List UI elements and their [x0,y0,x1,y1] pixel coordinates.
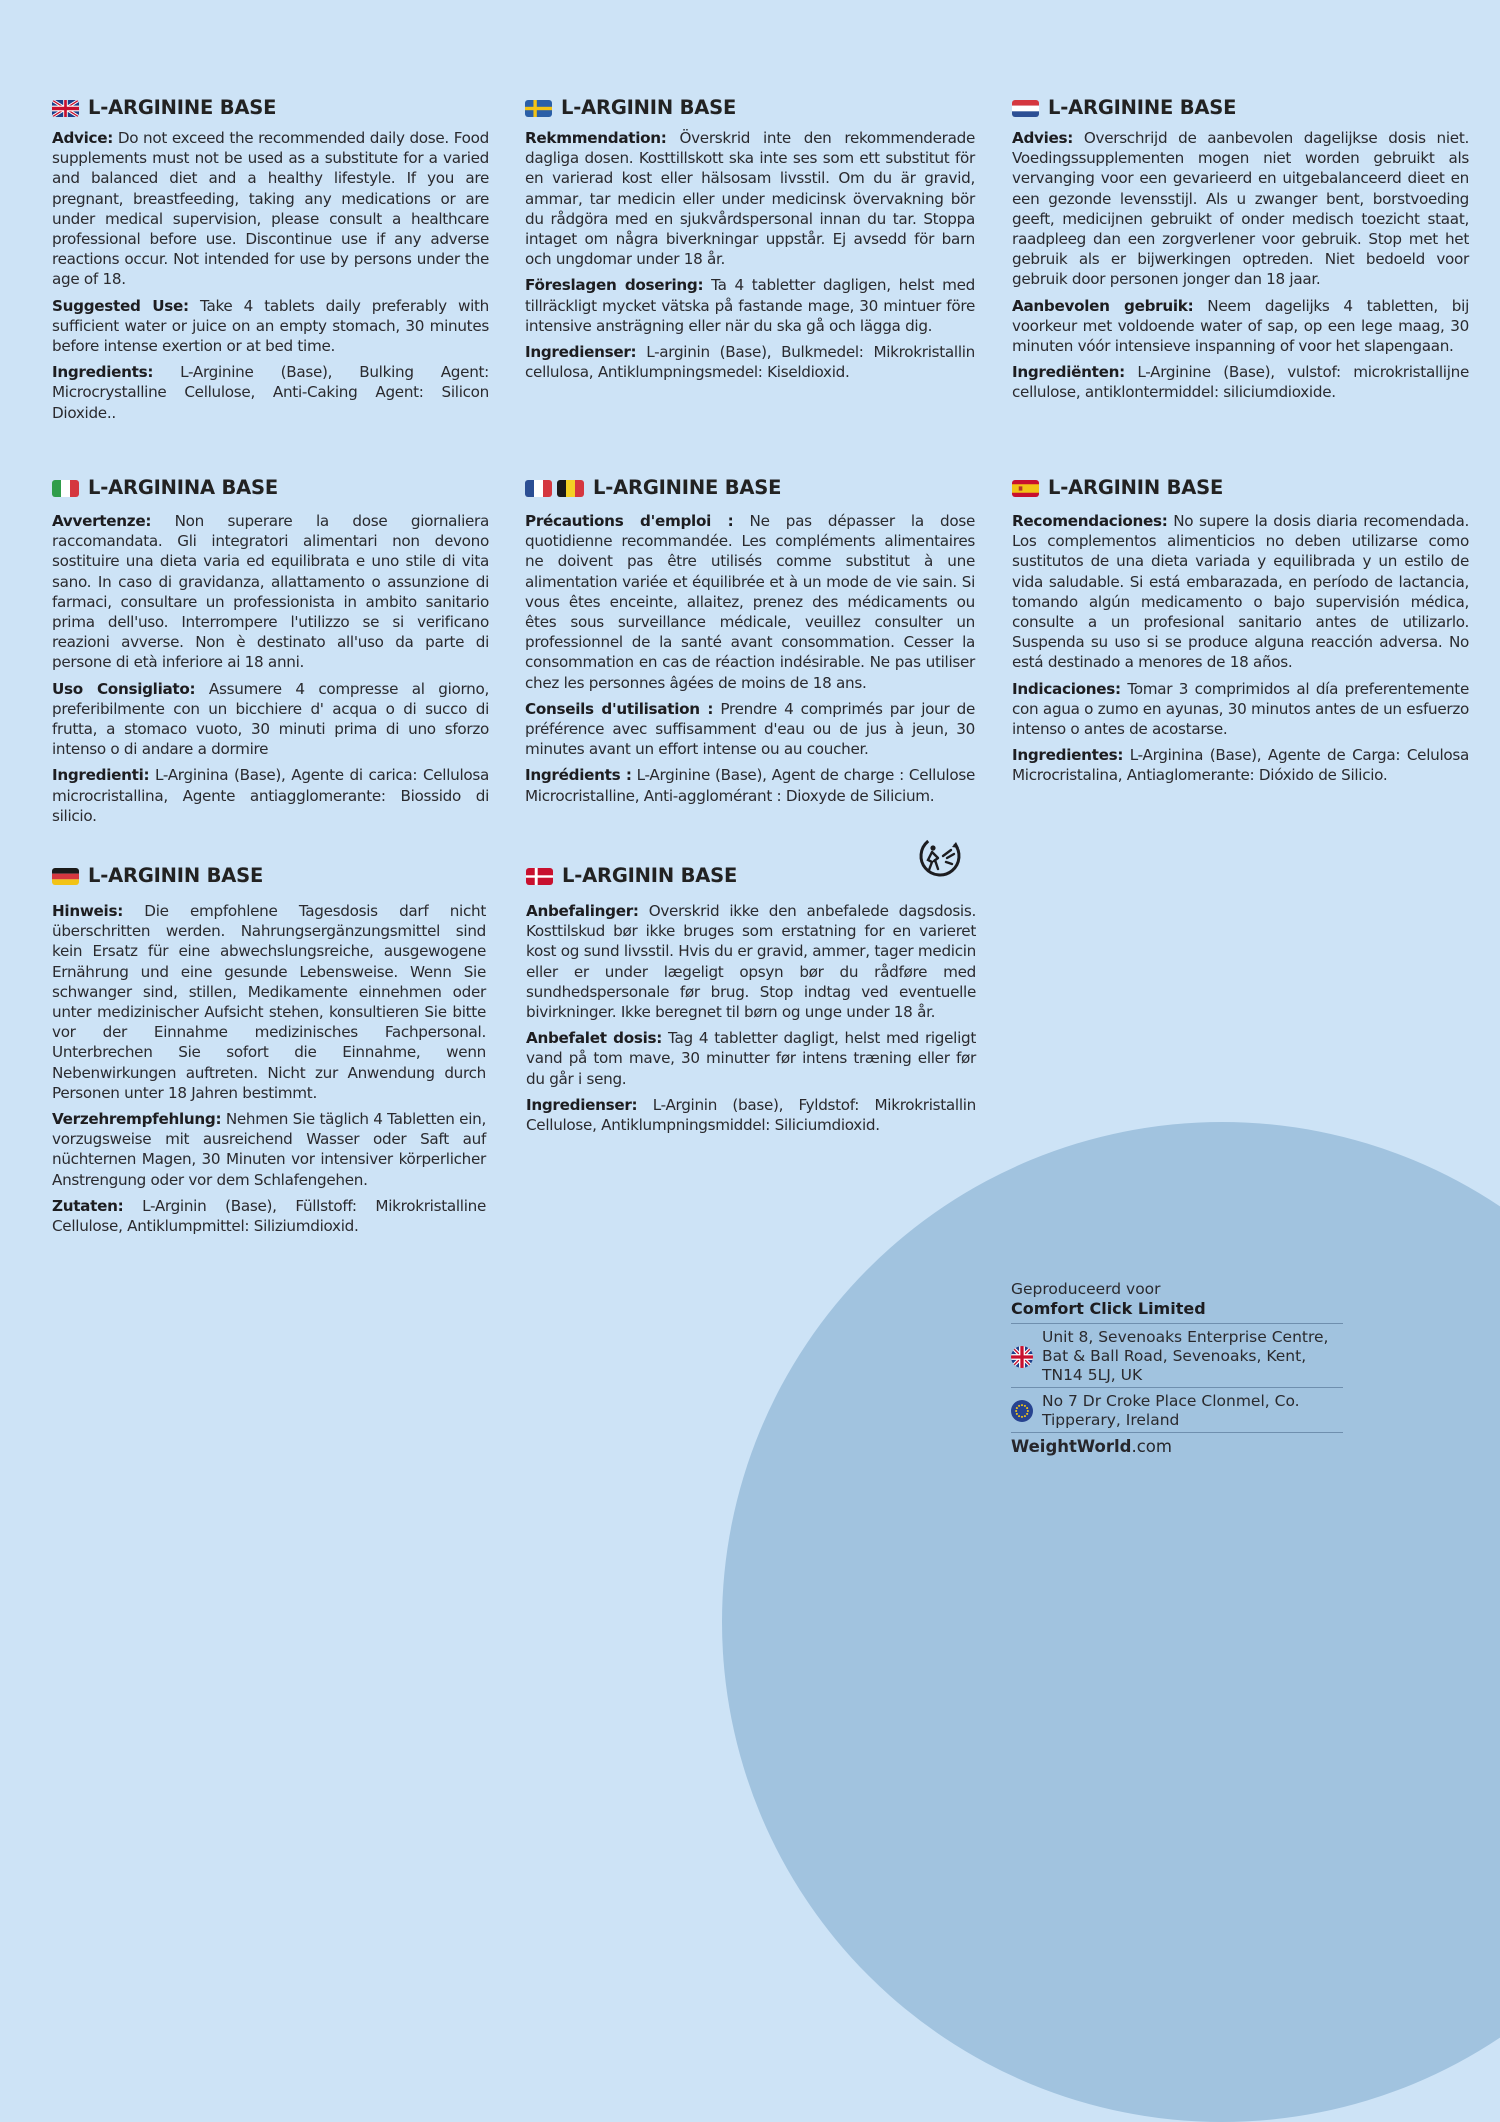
ingredients-paragraph: Ingrédients : L-Arginine (Base), Agent de charge : Cellulose Microcristalline, Anti-agglomérant : Dioxyde de Silicium. [525,766,976,805]
ie-address: No 7 Dr Croke Place Clonmel, Co. Tipperary, Ireland [1042,1392,1300,1429]
suggested-use-paragraph: Aanbevolen gebruik: Neem dagelijks 4 tabletten, bij voorkeur met voldoende water of sap, op een lege maag, 30 minuten vóór intensieve inspanning of voor het slapengaan. [1012,296,1469,356]
advice-paragraph: Précautions d'emploi : Ne pas dépasser la dose quotidienne recommandée. Les compléments alimentaires ne doivent pas être utilisés comme substitut à une alimentation variée et équilibrée et à un mode de vie sain. Si vous êtes enceinte, allaitez, prenez des médicaments ou êtes sous surveillance médicale, veuillez consulter un professionnel de la santé avant consommation. Cesser la consommation en cas de réaction indésirable. Ne pas utiliser chez les personnes âgées de moins de 18 ans. [525,512,975,692]
section-es-title: L-ARGININ BASE [1012,477,1469,499]
section-it [52,477,489,832]
ingredients-paragraph: Ingredienser: L-Arginin (base), Fyldstof: Mikrokristallin Cellulose, Antiklumpningsmiddel: Siliciumdioxid. [526,1095,977,1135]
decorative-circle [722,1122,1500,2122]
produced-for-label: Geproduceerd voor [1011,1280,1161,1298]
ingredients-paragraph: Ingredienti: L-Arginina (Base), Agente di carica: Cellulosa microcristallina, Agente antiagglomerante: Biossido di silicio. [52,766,489,825]
ingredients-paragraph: Ingredientes: L-Arginina (Base), Agente de Carga: Celulosa Microcristalina, Antiaglomerante: Dióxido de Silicio. [1012,746,1469,785]
section-sv [525,97,975,388]
section-fr [525,477,975,812]
uk-flag-icon [52,100,79,117]
eu-flag-icon [1011,1400,1033,1422]
section-de-title: L-ARGININ BASE [52,865,486,887]
section-fr-title: L-ARGININE BASE [525,477,975,499]
france-flag-icon [525,480,552,497]
advice-paragraph: Advies: Overschrijd de aanbevolen dagelijkse dosis niet. Voedingssupplementen mogen niet worden gebruikt als vervanging voor een gevarieerd en uitgebalanceerd dieet en een gezonde levensstijl. Als u zwanger bent, borstvoeding geeft, medicijnen gebruikt of onder medisch toezicht staat, raadpleeg dan een zorgverlener voor gebruik. Stop met het gebruik als er bijwerkingen optreden. Niet bedoeld voor gebruik door personen jonger dan 18 jaar. [1012,129,1470,289]
suggested-use-paragraph: Verzehrempfehlung: Nehmen Sie täglich 4 Tabletten ein, vorzugsweise mit ausreichend Wasser oder Saft auf nüchternen Magen, 30 Minuten vor intensiver körperlicher Anstrengung oder vor dem Schlafengehen. [52,1110,487,1189]
ingredients-paragraph: Zutaten: L-Arginin (Base), Füllstoff: Mikrokristalline Cellulose, Antiklumpmittel: Siliziumdioxid. [52,1196,486,1236]
suggested-use-paragraph: Suggested Use: Take 4 tablets daily preferably with sufficient water or juice on an empty stomach, 30 minutes before intense exertion or at bed time. [52,296,489,356]
uk-flag-icon [1011,1346,1033,1368]
brand-website: WeightWorld.com [1011,1432,1343,1458]
section-da-title: L-ARGININ BASE [526,865,976,887]
ingredients-paragraph: Ingredienser: L-arginin (Base), Bulkmedel: Mikrokristallin cellulosa, Antiklumpningsmedel: Kiseldioxid. [525,343,976,382]
germany-flag-icon [52,868,79,885]
advice-paragraph: Avvertenze: Non superare la dose giornaliera raccomandata. Gli integratori alimentari non devono sostituire una dieta varia ed equilibrata e uno stile di vita sano. In caso di gravidanza, allattamento o assunzione di farmaci, consultare un professionista in ambito sanitario prima dell'uso. Interrompere l'utilizzo se si verificano reazioni avverse. Non è destinato all'uso da parte di persone di età inferiore ai 18 anni. [52,512,489,672]
advice-paragraph: Hinweis: Die empfohlene Tagesdosis darf nicht überschritten werden. Nahrungsergänzungsmittel sind kein Ersatz für eine abwechslungsreiche, ausgewogene Ernährung und eine gesunde Lebensweise. Wenn Sie schwanger sind, stillen, Medikamente einnehmen oder unter medizinischer Aufsicht stehen, konsultieren Sie bitte vor der Einnahme medizinisches Fachpersonal. Unterbrechen Sie sofort die Einnahme, wenn Nebenwirkungen auftreten. Nicht zur Anwendung durch Personen unter 18 Jahren bestimmt. [52,902,486,1102]
suggested-use-paragraph: Uso Consigliato: Assumere 4 compresse al giorno, preferibilmente con un bicchiere d' acqua o di succo di frutta, a stomaco vuoto, 30 minuti prima di uno sforzo intenso o di andare a dormire [52,679,490,759]
suggested-use-paragraph: Conseils d'utilisation : Prendre 4 comprimés par jour de préférence avec suffisamment d'eau ou de jus à jeun, 30 minutes avant un effort intense ou au coucher. [525,699,975,759]
suggested-use-paragraph: Indicaciones: Tomar 3 comprimidos al día preferentemente con agua o zumo en ayunas, 30 minutos antes de un esfuerzo intenso o antes de acostarse. [1012,679,1470,739]
section-nl [1012,97,1469,409]
netherlands-flag-icon [1012,100,1039,117]
denmark-flag-icon [526,868,553,885]
suggested-use-paragraph: Anbefalet dosis: Tag 4 tabletter dagligt, helst med rigeligt vand på tom mave, 30 minutter før intens træning eller før du går i seng. [526,1029,977,1088]
ingredients-paragraph: Ingrediënten: L-Arginine (Base), vulstof: microkristallijne cellulose, antiklontermiddel: siliciumdioxide. [1012,363,1469,402]
italy-flag-icon [52,480,79,497]
section-da [526,865,976,1141]
uk-address-row [1011,1323,1343,1387]
section-en [52,97,489,429]
manufacturer-info [1011,1280,1343,1458]
section-sv-title: L-ARGININ BASE [525,97,975,119]
advice-paragraph: Advice: Do not exceed the recommended daily dose. Food supplements must not be used as a substitute for a varied and balanced diet and a healthy lifestyle. If you are pregnant, breastfeeding, taking any medications or are under medical supervision, please consult a healthcare professional before use. Discontinue use if any adverse reactions occur. Not intended for use by persons under the age of 18. [52,129,489,289]
advice-paragraph: Recomendaciones: No supere la dosis diaria recomendada. Los complementos alimenticios no deben utilizarse como sustitutos de una dieta variada y equilibrada y un estilo de vida saludable. Si está embarazada, en período de lactancia, tomando algún medicamento o bajo supervisión médica, consulte a un profesional sanitario antes de utilizarlo. Suspenda su uso si se produce alguna reacción adversa. No está destinado a menores de 18 años. [1012,512,1469,672]
section-en-title: L-ARGININE BASE [52,97,489,119]
belgium-flag-icon [557,480,584,497]
ingredients-paragraph: Ingredients: L-Arginine (Base), Bulking Agent: Microcrystalline Cellulose, Anti-Caking Agent: Silicon Dioxide.. [52,363,489,422]
sweden-flag-icon [525,100,552,117]
spain-flag-icon [1012,480,1039,497]
ie-address-row [1011,1387,1343,1432]
uk-address: Unit 8, Sevenoaks Enterprise Centre, Bat & Ball Road, Sevenoaks, Kent, TN14 5LJ, UK [1042,1328,1329,1384]
section-nl-title: L-ARGININE BASE [1012,97,1469,119]
section-it-title: L-ARGININA BASE [52,477,489,499]
advice-paragraph: Anbefalinger: Overskrid ikke den anbefalede dagsdosis. Kosttilskud bør ikke bruges som erstatning for en varieret kost og sund livsstil. Hvis du er gravid, ammer, tager medicin eller er under lægeligt opsyn bør du rådføre med sundhedspersonale før brug. Stop indtag ved eventuelle bivirkninger. Ikke beregnet til børn og unge under 18 år. [526,902,976,1022]
advice-paragraph: Rekmmendation: Överskrid inte den rekommenderade dagliga dosen. Kosttillskott ska inte ses som ett substitut för en varierad kost eller hälsosam livsstil. Om du är gravid, ammar, tar medicin eller under medicinsk övervakning bör du rådgöra med en sjukvårdspersonal innan du tar. Stoppa intaget om några biverkningar uppstår. Ej avsedd för barn och ungdomar under 18 år. [525,129,976,269]
company-name: Comfort Click Limited [1011,1299,1206,1318]
section-es [1012,477,1469,792]
suggested-use-paragraph: Föreslagen dosering: Ta 4 tabletter dagligen, helst med tillräckligt mycket vätska på fastande mage, 30 mintuer före intensive ansträgning eller när du ska gå och lägga dig. [525,276,975,335]
section-de [52,865,486,1242]
